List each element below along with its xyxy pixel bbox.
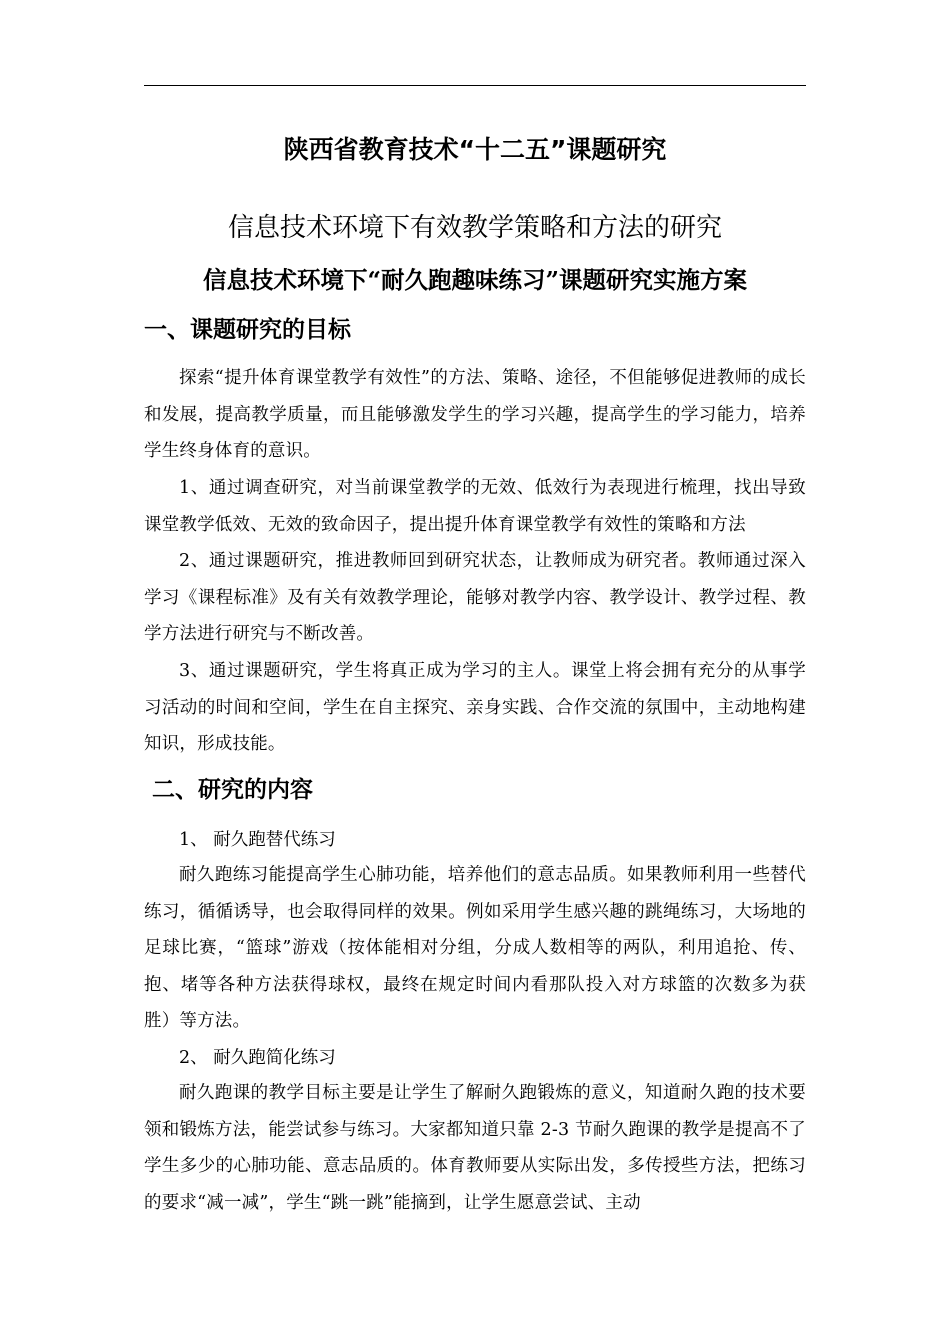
section-heading-goals: 一、课题研究的目标 — [144, 317, 351, 343]
document-title: 陕西省教育技术“十二五”课题研究 — [283, 135, 667, 164]
document-subtitle: 信息技术环境下有效教学策略和方法的研究 — [227, 213, 722, 243]
goals-intro-paragraph: 探索“提升体育课堂教学有效性”的方法、策略、途径，不但能够促进教师的成长和发展，提高教学质量，而且能够激发学生的学习兴趣，提高学生的学习能力，培养学生终身体育的意识。 — [144, 368, 806, 461]
goal-paragraph-2: 2、通过课题研究，推进教师回到研究状态，让教师成为研究者。教师通过深入学习《课程标准》及有关有效教学理论，能够对教学内容、教学设计、教学过程、教学方法进行研究与不断改善。 — [144, 551, 806, 644]
content-item-paragraph-2: 耐久跑课的教学目标主要是让学生了解耐久跑锻炼的意义，知道耐久跑的技术要领和锻炼方法，能尝试参与练习。大家都知道只靠 2-3 节耐久跑课的教学是提高不了学生多少的心肺功能、意志品质的。体育教师要从实际出发，多传授些方法，把练习的要求“减一减”，学生“跳一跳”能摘到，让学生愿意尝试、主动 — [144, 1083, 806, 1213]
content-item-label-2: 2、 耐久跑简化练习 — [179, 1048, 336, 1068]
goal-paragraph-3: 3、通过课题研究，学生将真正成为学习的主人。课堂上将会拥有充分的从事学习活动的时间和空间，学生在自主探究、亲身实践、合作交流的氛围中，主动地构建知识，形成技能。 — [144, 661, 806, 754]
section-heading-content: 二、研究的内容 — [152, 777, 313, 803]
content-item-paragraph-1: 耐久跑练习能提高学生心肺功能，培养他们的意志品质。如果教师利用一些替代练习，循循诱导，也会取得同样的效果。例如采用学生感兴趣的跳绳练习，大场地的足球比赛，“篮球”游戏（按体能相对分组，分成人数相等的两队，利用追抢、传、抱、堵等各种方法获得球权，最终在规定时间内看那队投入对方球篮的次数多为获胜）等方法。 — [144, 865, 806, 1031]
content-item-label-1: 1、 耐久跑替代练习 — [179, 830, 336, 850]
header-rule — [144, 85, 806, 86]
plan-title: 信息技术环境下“耐久跑趣味练习”课题研究实施方案 — [202, 266, 748, 294]
goal-paragraph-1: 1、通过调查研究，对当前课堂教学的无效、低效行为表现进行梳理，找出导致课堂教学低效、无效的致命因子，提出提升体育课堂教学有效性的策略和方法 — [144, 478, 806, 535]
